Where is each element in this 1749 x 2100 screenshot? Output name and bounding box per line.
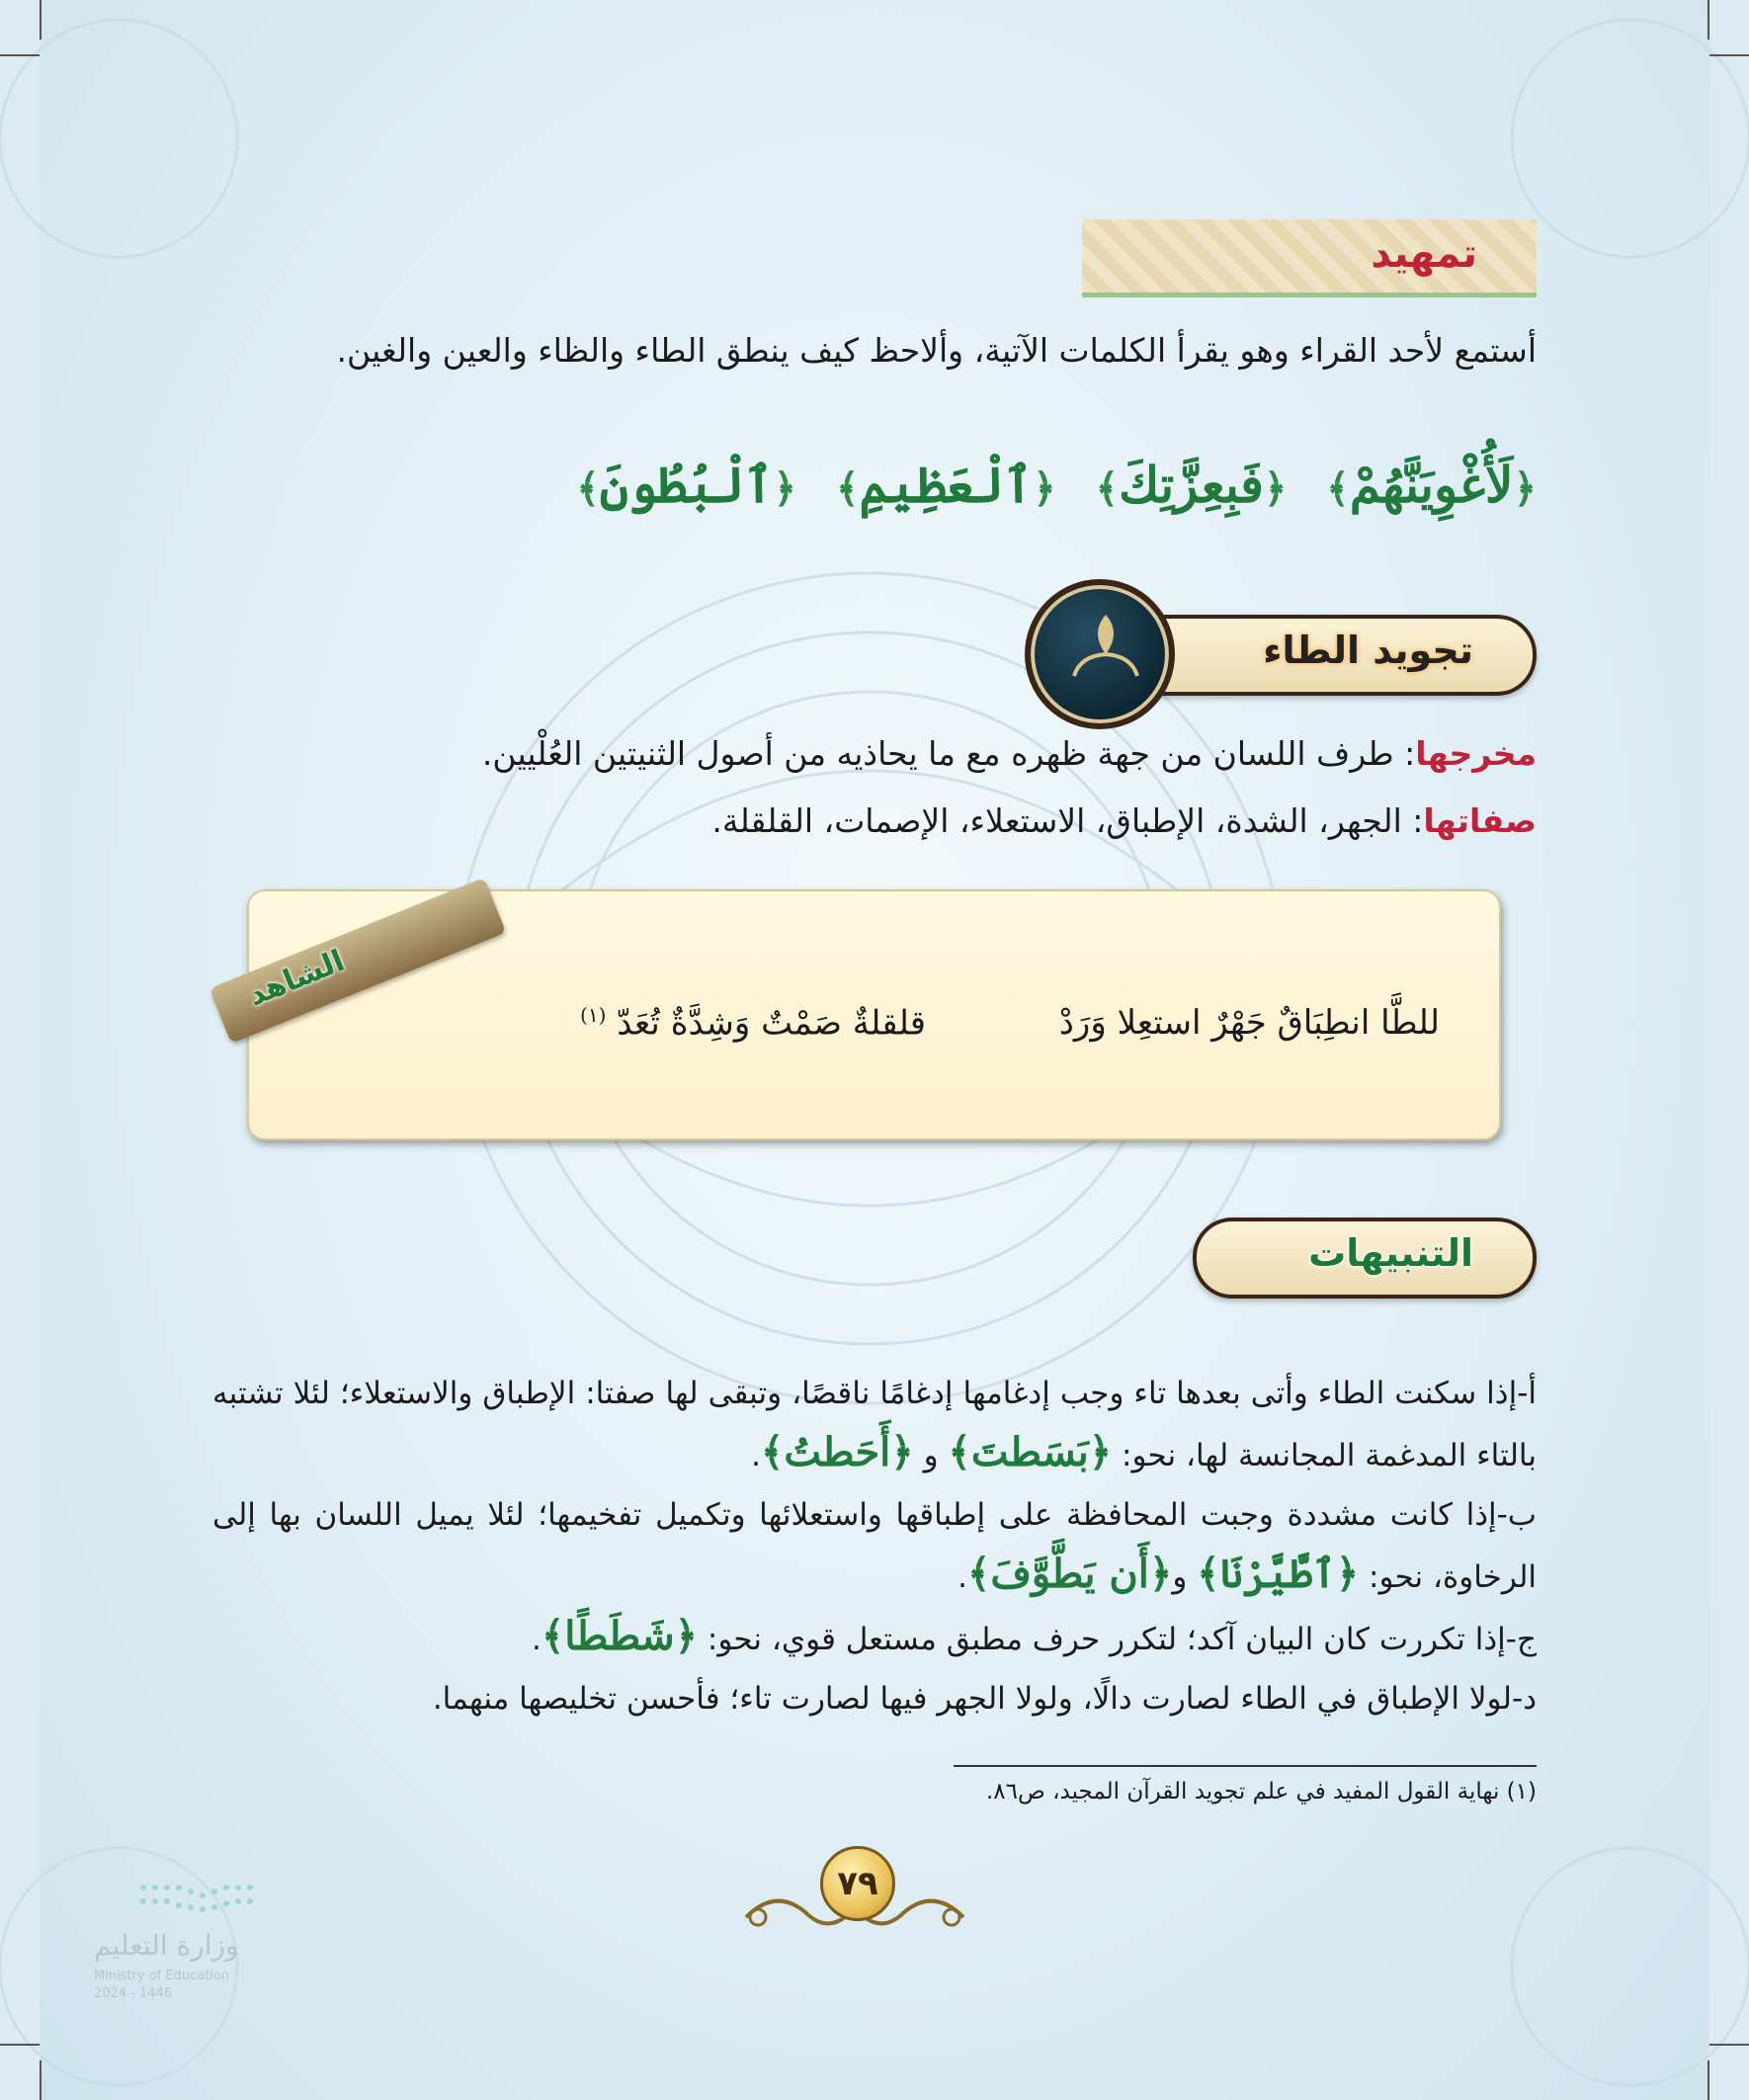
quran-word: ﴿أَحَطتُ﴾ (760, 1429, 914, 1475)
makhraj-label: مخرجها (1415, 734, 1537, 773)
makhraj-line (212, 729, 1537, 779)
note-a: أ-إذا سكنت الطاء وأتى بعدها تاء وجب إدغامها إدغامًا ناقصًا، وتبقى لها صفتا: الإطباق والاستعلاء؛ لئلا تشتبه بالتاء المدغمة المجانسة لها، نحو: ﴿بَسَطتَ﴾ و ﴿أَحَطتُ﴾. (212, 1376, 1537, 1475)
crop-mark (1709, 54, 1749, 56)
note-c: ج-إذا تكررت كان البيان آكد؛ لتكرر حرف مطبق مستعل قوي، نحو: ﴿شَطَطًا﴾. (531, 1613, 1537, 1659)
intro-text: أستمع لأحد القراء وهو يقرأ الكلمات الآتية، وألاحظ كيف ينطق الطاء والظاء والعين والغين. (336, 331, 1537, 370)
intro-banner (1082, 219, 1537, 297)
quran-word: ﴿ٱلْعَظِيمِ﴾ (836, 455, 1056, 514)
sifat-line (212, 797, 1537, 846)
note-b: ب-إذا كانت مشددة وجبت المحافظة على إطباقها واستعلائها وتكميل تفخيمها؛ لئلا يميل اللسان بها إلى الرخاوة، نحو: ﴿ٱطَّيَّرْنَا﴾ و﴿أَن يَطَّوَّفَ﴾. (212, 1497, 1537, 1597)
ministry-name-en: Ministry of Education (94, 1969, 230, 1983)
crop-mark (0, 2044, 40, 2046)
quran-word: ﴿ٱلْبُطُونَ﴾ (576, 455, 796, 514)
sifat-label: صفاتها (1423, 801, 1537, 840)
quran-word: ﴿شَطَطًا﴾ (541, 1613, 699, 1659)
footnote: (١) نهاية القول المفيد في علم تجويد القرآن المجيد، ص٨٦. (985, 1779, 1537, 1805)
section-heading-tajweed (1035, 615, 1537, 696)
ministry-dots-icon (133, 1878, 262, 1917)
section-heading-notes (1193, 1218, 1537, 1299)
page-number: ٧٩ (820, 1846, 895, 1921)
quran-word: ﴿فَبِعِزَّتِكَ﴾ (1095, 455, 1288, 514)
quran-word: ﴿أَن يَطَّوَّفَ﴾ (966, 1551, 1173, 1597)
ministry-name-ar: وزارة التعليم (94, 1929, 239, 1962)
quran-words-row (212, 435, 1537, 534)
verse-second-half: قلقلةٌ صَمْتٌ وَشِدَّةٌ تُعَدّ $^{(١)}$ (580, 1003, 926, 1044)
evidence-scroll (243, 889, 1501, 1140)
crop-mark (1707, 2060, 1709, 2100)
footnote-marker: (١) (580, 1003, 607, 1027)
crop-mark (40, 0, 42, 40)
leaf-emblem-icon (1025, 579, 1175, 729)
section-title: تجويد الطاء (1263, 629, 1473, 672)
ministry-year: 2024 - 1446 (94, 1986, 173, 2001)
ministry-logo (94, 1878, 267, 2026)
evidence-label: الشاهد (243, 943, 350, 1014)
crop-mark (0, 54, 40, 56)
quran-word: ﴿لَأُغْوِيَنَّهُمْ﴾ (1326, 455, 1537, 514)
makhraj-text: : طرف اللسان من جهة ظهره مع ما يحاذيه من أصول الثنيتين العُلْيين. (481, 734, 1416, 773)
note-d: د-لولا الإطباق في الطاء لصارت دالًا، ولولا الجهر فيها لصارت تاء؛ فأحسن تخليصها منهما. (432, 1681, 1537, 1717)
crop-mark (1707, 0, 1709, 40)
quran-word: ﴿بَسَطتَ﴾ (948, 1429, 1113, 1475)
intro-title: تمهيد (1371, 231, 1477, 277)
sifat-text: : الجهر، الشدة، الإطباق، الاستعلاء، الإصمات، القلقلة. (711, 801, 1424, 840)
crop-mark (40, 2060, 42, 2100)
notes-list (212, 1364, 1537, 1728)
footnote-divider (954, 1765, 1537, 1767)
crop-mark (1709, 2044, 1749, 2046)
section-title: التنبيهات (1308, 1231, 1473, 1275)
quran-word: ﴿ٱطَّيَّرْنَا﴾ (1197, 1551, 1360, 1597)
verse-first-half: للطَّا انطِبَاقٌ جَهْرٌ استعِلا وَرَدْ (1058, 1003, 1440, 1043)
evidence-ribbon (209, 878, 507, 1044)
